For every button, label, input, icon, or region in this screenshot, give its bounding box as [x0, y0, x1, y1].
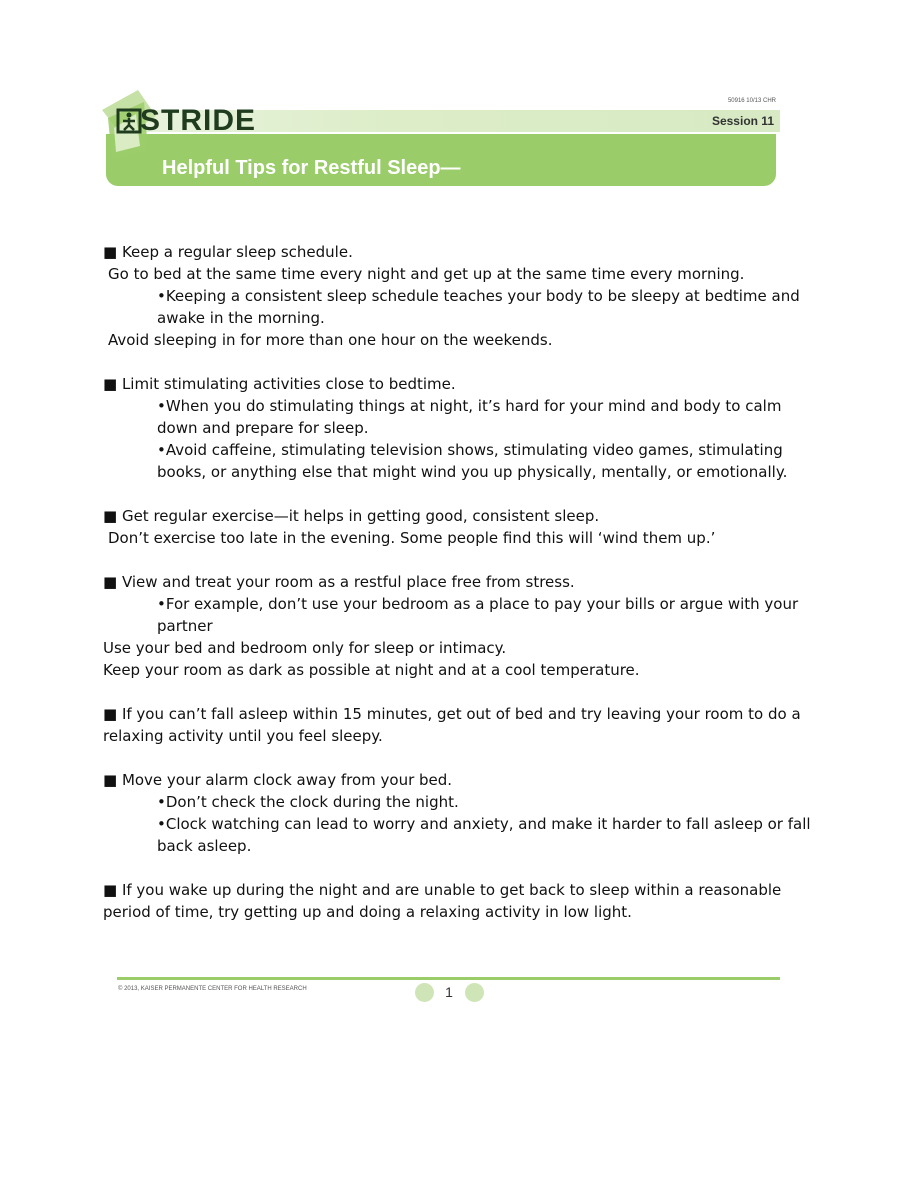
page-number: 1 — [445, 984, 453, 1000]
tip-heading: ■ Move your alarm clock away from your bed. — [103, 771, 453, 789]
copyright-notice: © 2013, KAISER PERMANENTE CENTER FOR HEALTH RESEARCH — [118, 986, 307, 992]
tip-heading: ■ If you can’t fall asleep within 15 minutes, get out of bed and try leaving your room to do a — [103, 705, 801, 723]
page-title: Helpful Tips for Restful Sleep— — [162, 157, 461, 179]
tips-content — [103, 241, 811, 923]
bullet-line: •Clock watching can lead to worry and anxiety, and make it harder to fall asleep or fall — [157, 815, 811, 833]
bullet-line: •Don’t check the clock during the night. — [157, 793, 459, 811]
text-line: Don’t exercise too late in the evening. Some people find this will ‘wind them up.’ — [108, 529, 716, 547]
brand-name: STRIDE — [140, 104, 257, 137]
session-label: Session 11 — [711, 114, 774, 128]
document-code: 50916 10/13 CHR — [727, 98, 776, 104]
text-line: Keep your room as dark as possible at night and at a cool temperature. — [103, 661, 640, 679]
tip-heading: ■ View and treat your room as a restful place free from stress. — [103, 573, 575, 591]
text-line: Avoid sleeping in for more than one hour on the weekends. — [108, 331, 553, 349]
text-line: period of time, try getting up and doing a relaxing activity in low light. — [103, 903, 632, 921]
bullet-line: back asleep. — [157, 837, 252, 855]
bullet-line: down and prepare for sleep. — [157, 419, 369, 437]
bullet-line: •For example, don’t use your bedroom as a place to pay your bills or argue with your — [157, 595, 799, 613]
text-line: Go to bed at the same time every night and get up at the same time every morning. — [108, 265, 745, 283]
page-dot-icon — [465, 983, 484, 1002]
document-header — [100, 88, 782, 193]
bullet-line: •Avoid caffeine, stimulating television shows, stimulating video games, stimulating — [157, 441, 783, 459]
bullet-line: •Keeping a consistent sleep schedule teaches your body to be sleepy at bedtime and — [157, 287, 800, 305]
bullet-line: •When you do stimulating things at night, it’s hard for your mind and body to calm — [157, 397, 782, 415]
bullet-line: partner — [157, 617, 213, 635]
tip-heading: ■ Get regular exercise—it helps in getting good, consistent sleep. — [103, 507, 600, 525]
bullet-line: awake in the morning. — [157, 309, 325, 327]
bullet-line: books, or anything else that might wind you up physically, mentally, or emotionally. — [157, 463, 788, 481]
tip-heading: ■ If you wake up during the night and are unable to get back to sleep within a reasonable — [103, 881, 782, 899]
footer-divider — [117, 977, 780, 980]
tip-heading: ■ Keep a regular sleep schedule. — [103, 243, 353, 261]
text-line: Use your bed and bedroom only for sleep or intimacy. — [103, 639, 507, 657]
tip-heading: ■ Limit stimulating activities close to bedtime. — [103, 375, 456, 393]
page-dot-icon — [415, 983, 434, 1002]
text-line: relaxing activity until you feel sleepy. — [103, 727, 383, 745]
